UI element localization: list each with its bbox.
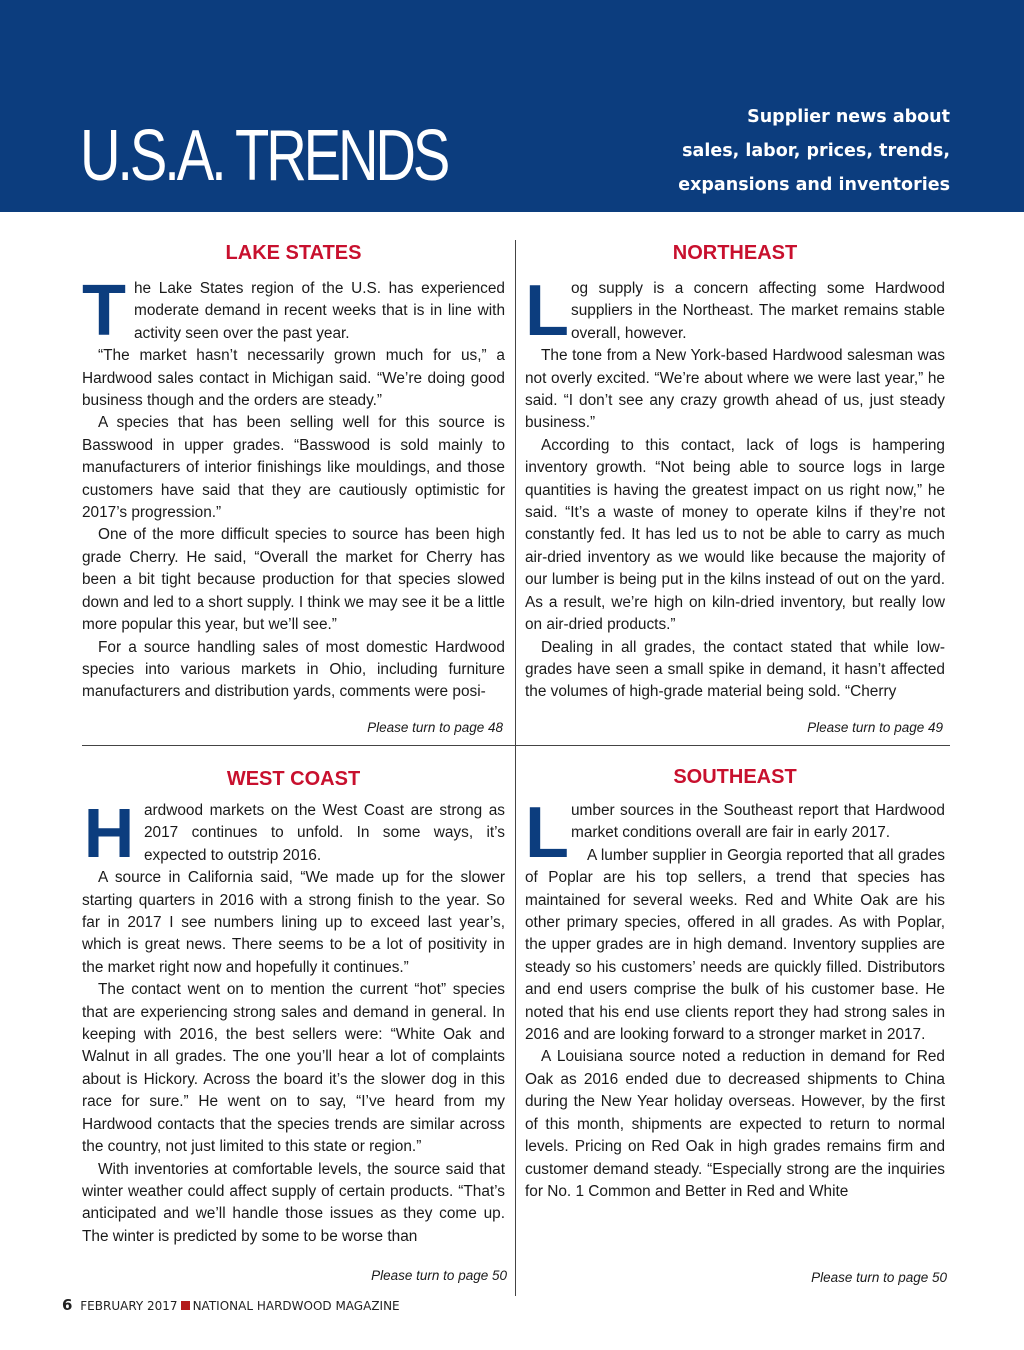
paragraph-text: he Lake States region of the U.S. has experienced moderate demand in recent weeks that is in line with activity seen over the past year. (134, 280, 505, 342)
section-northeast (525, 240, 945, 704)
section-divider (82, 745, 950, 746)
paragraph-text: ardwood markets on the West Coast are strong as 2017 continues to unfold. In some ways, it’s expected to outstrip 2016. (144, 802, 505, 864)
section-heading: WEST COAST (226, 768, 361, 790)
drop-cap: L (525, 793, 569, 873)
paragraph: “The market hasn’t necessarily grown much for us,” a Hardwood sales contact in Michigan said. “We’re doing good business though and the orders are steady.” (82, 347, 505, 410)
section-lake-states (82, 240, 505, 704)
drop-cap: L (525, 271, 569, 351)
paragraph: For a source handling sales of most domestic Hardwood species into various markets in Ohio, including furniture manufacturers and distribution yards, comments were posi- (82, 638, 505, 701)
article-body (82, 794, 505, 1248)
magazine-name: NATIONAL HARDWOOD MAGAZINE (192, 1299, 400, 1313)
tagline-line-2: sales, labor, prices, trends, (682, 141, 950, 161)
paragraph (82, 271, 505, 351)
square-bullet-icon (181, 1301, 190, 1310)
drop-cap: H (83, 794, 135, 872)
tagline-line-3: expansions and inventories (678, 175, 950, 195)
paragraph: According to this contact, lack of logs is hampering inventory growth. “Not being able to source logs in large quantities is having the greatest impact on us right now,” he said. “It’s a waste of money to operate kilns if they’re not constantly fed. It has led us to not be able to carry as much air-dried inventory as we would like because the majority of our lumber is being put in the kilns instead of out on the yard. As a result, we’re high on kiln-dried inventory, but really low on air-dried products.” (525, 436, 945, 634)
page-footer (62, 1296, 400, 1314)
paragraph: One of the more difficult species to source has been high grade Cherry. He said, “Overall the market for Cherry has been a bit tight because production for that species slowed down and led to a short supply. I think we may see it be a little more popular this year, but we’ll see.” (82, 526, 505, 634)
paragraph: A species that has been selling well for this source is Basswood in upper grades. “Basswood is sold mainly to manufacturers of interior finishings like mouldings, and those customers have said that they are cautiously optimistic for 2017’s progression.” (82, 414, 505, 522)
paragraph: With inventories at comfortable levels, the source said that winter weather could affect supply of certain products. “That’s anticipated and we’ll handle those issues as they come up. The winter is predicted by some to be worse than (82, 1160, 505, 1245)
tagline-line-1: Supplier news about (747, 107, 950, 127)
article-body (525, 271, 945, 704)
paragraph (82, 794, 505, 872)
continued-link[interactable]: Please turn to page 49 (807, 720, 943, 735)
paragraph: The tone from a New York-based Hardwood salesman was not overly excited. “We’re about where we were last year,” he said. “I don’t see any crazy growth ahead of us, just steady business.” (525, 347, 945, 432)
paragraph: A lumber supplier in Georgia reported that all grades of Poplar are his top sellers, a trend that species has maintained for several weeks. Red and White Oak are his other primary species, offered in all grades. As with Poplar, the upper grades are in high demand. Inventory supplies are steady so his customers’ needs are quickly filled. Distributors and end users comprise the bulk of his customer base. He noted that his end use clients report they had strong sales in 2016 and are looking forward to a stronger market in 2017. (525, 846, 945, 1044)
section-heading: LAKE STATES (225, 242, 362, 264)
issue-date: FEBRUARY 2017 (80, 1299, 178, 1313)
paragraph: A Louisiana source noted a reduction in demand for Red Oak as 2016 ended due to decreased shipments to China during the New Year holiday overseas. However, by the first of this month, shipments are expected to return to normal levels. Pricing on Red Oak in high grades remains firm and customer demand steady. “Especially strong are the inquiries for No. 1 Common and Better in Red and White (525, 1048, 945, 1200)
article-body (82, 271, 505, 704)
page-title: U.S.A. TRENDS (80, 116, 448, 196)
header-tagline (678, 100, 950, 202)
paragraph (525, 271, 945, 351)
section-heading: NORTHEAST (672, 242, 798, 264)
continued-link[interactable]: Please turn to page 50 (811, 1270, 947, 1285)
paragraph-text: umber sources in the Southeast report that Hardwood market conditions overall are fair in early 2017. (571, 802, 945, 842)
paragraph: The contact went on to mention the current “hot” species that are experiencing strong sales and demand in general. In keeping with 2016, the best sellers were: “White Oak and Walnut in all grades. The one you’ll hear a lot of complaints about is Hickory. Across the board it’s the slower dog in this race for sure.” He went on to say, “I’ve heard from my Hardwood contacts that the species trends are similar across the country, not just limited to this state or region.” (82, 981, 505, 1156)
paragraph: A source in California said, “We made up for the slower starting quarters in 2016 with a strong finish to the year. So far in 2017 I see numbers lining up to exceed last year’s, which is great news. There seems to be a lot of positivity in the market right now and hopefully it continues.” (82, 869, 505, 976)
page-number: 6 (62, 1296, 73, 1314)
paragraph (525, 793, 945, 873)
section-west-coast (82, 766, 505, 1248)
paragraph: Dealing in all grades, the contact stated that while low-grades have seen a small spike in demand, it hasn’t affected the volumes of high-grade material being sold. “Cherry (525, 638, 945, 701)
continued-link[interactable]: Please turn to page 48 (367, 720, 503, 735)
section-heading: SOUTHEAST (673, 766, 797, 788)
article-body (525, 793, 945, 1203)
paragraph-text: og supply is a concern affecting some Hardwood suppliers in the Northeast. The market remains stable overall, however. (571, 280, 945, 342)
column-divider (515, 746, 516, 1296)
column-divider (515, 240, 516, 745)
continued-link[interactable]: Please turn to page 50 (371, 1268, 507, 1283)
drop-cap: T (82, 271, 126, 351)
section-southeast (525, 764, 945, 1203)
